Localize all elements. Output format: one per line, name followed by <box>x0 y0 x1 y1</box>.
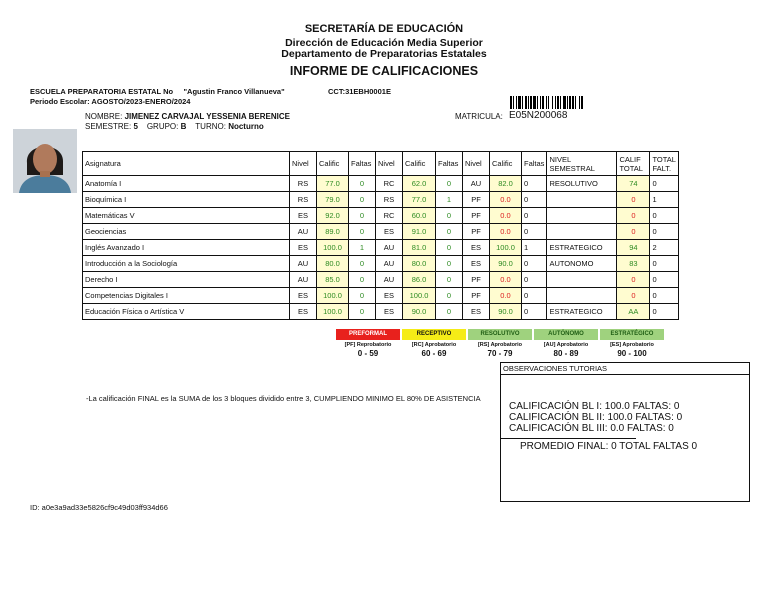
nivel-semestral-cell: ESTRATEGICO <box>547 304 617 320</box>
header-nivel-3: Nivel <box>463 152 490 176</box>
calific-3-cell: 0.0 <box>490 288 522 304</box>
nivel-1-cell: AU <box>290 224 317 240</box>
faltas-1-cell: 0 <box>349 208 376 224</box>
nivel-3-cell: PF <box>463 288 490 304</box>
grade-legend <box>336 329 666 358</box>
faltas-2-cell: 0 <box>436 304 463 320</box>
legend-range: 0 - 59 <box>357 349 379 358</box>
nivel-1-cell: AU <box>290 272 317 288</box>
school-period: Periodo Escolar: AGOSTO/2023-ENERO/2024 <box>30 97 191 106</box>
grading-note: -La calificación FINAL es la SUMA de los 3 bloques dividido entre 3, CUMPLIENDO MINIMO EL 80% DE ASISTENCIA <box>86 394 481 403</box>
subject-cell: Derecho I <box>83 272 290 288</box>
total-faltas-cell: 1 <box>650 192 678 208</box>
legend-range: 60 - 69 <box>421 349 447 358</box>
nivel-semestral-cell <box>547 224 617 240</box>
student-photo <box>13 129 77 193</box>
nivel-3-cell: AU <box>463 176 490 192</box>
header-departamento: Departamento de Preparatorias Estatales <box>281 48 487 60</box>
faltas-2-cell: 0 <box>436 256 463 272</box>
document-id: ID: a0e3a9ad33e5826cf9c49d03ff934d66 <box>30 503 168 512</box>
table-row <box>83 192 679 208</box>
total-faltas-cell: 0 <box>650 304 678 320</box>
total-faltas-cell: 2 <box>650 240 678 256</box>
faltas-3-cell: 0 <box>522 272 547 288</box>
header-direccion: Dirección de Educación Media Superior <box>285 37 483 49</box>
calific-1-cell: 100.0 <box>317 240 349 256</box>
nivel-2-cell: RS <box>376 192 403 208</box>
legend-description: [ES] Aprobatorio <box>610 342 654 348</box>
final-average: PROMEDIO FINAL: 0 TOTAL FALTAS 0 <box>520 441 698 452</box>
calific-2-cell: 80.0 <box>403 256 436 272</box>
nivel-1-cell: ES <box>290 240 317 256</box>
faltas-3-cell: 1 <box>522 240 547 256</box>
nivel-2-cell: AU <box>376 272 403 288</box>
faltas-2-cell: 0 <box>436 208 463 224</box>
calific-1-cell: 100.0 <box>317 288 349 304</box>
header-secretaria: SECRETARÍA DE EDUCACIÓN <box>304 23 464 35</box>
table-row <box>83 288 679 304</box>
calific-3-cell: 82.0 <box>490 176 522 192</box>
header-total-faltas-l2: FALT. <box>652 163 672 173</box>
header-calif-total-l2: TOTAL <box>619 163 643 173</box>
calific-1-cell: 100.0 <box>317 304 349 320</box>
calific-2-cell: 90.0 <box>403 304 436 320</box>
calif-total-cell: 0 <box>617 288 650 304</box>
nivel-3-cell: PF <box>463 224 490 240</box>
observations-title: OBSERVACIONES TUTORIAS <box>501 363 749 375</box>
semester-value: 5 <box>133 122 138 131</box>
block-3-summary: CALIFICACIÓN BL III: 0.0 FALTAS: 0 <box>509 423 674 434</box>
header-calific-3: Calific <box>490 152 522 176</box>
calific-2-cell: 81.0 <box>403 240 436 256</box>
nivel-2-cell: AU <box>376 256 403 272</box>
nivel-semestral-cell <box>547 288 617 304</box>
calific-2-cell: 100.0 <box>403 288 436 304</box>
calific-1-cell: 85.0 <box>317 272 349 288</box>
total-faltas-cell: 0 <box>650 272 678 288</box>
nivel-semestral-cell <box>547 272 617 288</box>
calific-2-cell: 77.0 <box>403 192 436 208</box>
calif-total-cell: 0 <box>617 272 650 288</box>
school-cct: CCT:31EBH0001E <box>328 87 391 96</box>
faltas-3-cell: 0 <box>522 192 547 208</box>
calific-3-cell: 90.0 <box>490 304 522 320</box>
legend-description: [RC] Aprobatorio <box>411 342 457 348</box>
faltas-3-cell: 0 <box>522 256 547 272</box>
faltas-1-cell: 0 <box>349 304 376 320</box>
subject-cell: Matemáticas V <box>83 208 290 224</box>
calific-2-cell: 91.0 <box>403 224 436 240</box>
faltas-1-cell: 0 <box>349 176 376 192</box>
legend-band: RESOLUTIVO <box>468 329 532 340</box>
nivel-2-cell: ES <box>376 224 403 240</box>
legend-description: [PF] Reprobatorio <box>344 342 392 348</box>
legend-item <box>468 329 532 358</box>
subject-cell: Introducción a la Sociología <box>83 256 290 272</box>
nivel-1-cell: RS <box>290 176 317 192</box>
calific-1-cell: 77.0 <box>317 176 349 192</box>
barcode <box>510 96 598 109</box>
legend-band: AUTÓNOMO <box>534 329 598 340</box>
calif-total-cell: 74 <box>617 176 650 192</box>
faltas-3-cell: 0 <box>522 224 547 240</box>
calific-3-cell: 0.0 <box>490 192 522 208</box>
calific-3-cell: 90.0 <box>490 256 522 272</box>
nivel-1-cell: RS <box>290 192 317 208</box>
header-calific-2: Calific <box>403 152 436 176</box>
total-faltas-cell: 0 <box>650 256 678 272</box>
total-faltas-cell: 0 <box>650 208 678 224</box>
faltas-3-cell: 0 <box>522 176 547 192</box>
nivel-3-cell: PF <box>463 272 490 288</box>
nivel-2-cell: AU <box>376 240 403 256</box>
nivel-3-cell: ES <box>463 256 490 272</box>
student-photo-image <box>13 129 77 193</box>
subject-cell: Competencias Digitales I <box>83 288 290 304</box>
calific-3-cell: 100.0 <box>490 240 522 256</box>
legend-range: 90 - 100 <box>617 349 647 358</box>
header-nivel-semestral-l2: SEMESTRAL <box>549 163 595 173</box>
legend-range: 70 - 79 <box>487 349 513 358</box>
calif-total-cell: 0 <box>617 208 650 224</box>
grades-table <box>82 151 679 320</box>
calific-1-cell: 92.0 <box>317 208 349 224</box>
name-label: NOMBRE: <box>85 112 123 121</box>
header-nivel-1: Nivel <box>290 152 317 176</box>
legend-band: ESTRATÉGICO <box>600 329 664 340</box>
calif-total-cell: 94 <box>617 240 650 256</box>
faltas-3-cell: 0 <box>522 288 547 304</box>
nivel-semestral-cell <box>547 192 617 208</box>
matricula-label: MATRICULA: <box>455 112 503 121</box>
nivel-2-cell: RC <box>376 176 403 192</box>
student-name: JIMENEZ CARVAJAL YESSENIA BERENICE <box>124 112 290 121</box>
calific-3-cell: 0.0 <box>490 208 522 224</box>
calif-total-cell: 0 <box>617 224 650 240</box>
table-header-row <box>83 152 679 176</box>
nivel-2-cell: ES <box>376 304 403 320</box>
faltas-3-cell: 0 <box>522 208 547 224</box>
calific-1-cell: 80.0 <box>317 256 349 272</box>
nivel-1-cell: ES <box>290 288 317 304</box>
calific-2-cell: 86.0 <box>403 272 436 288</box>
legend-item <box>534 329 598 358</box>
legend-description: [AU] Aprobatorio <box>543 342 589 348</box>
nivel-2-cell: RC <box>376 208 403 224</box>
header-nivel-2: Nivel <box>376 152 403 176</box>
school-name: ESCUELA PREPARATORIA ESTATAL No "Agustin Franco Villanueva" <box>30 87 285 96</box>
nivel-semestral-cell: RESOLUTIVO <box>547 176 617 192</box>
legend-item <box>402 329 466 358</box>
header-calif-total <box>617 152 650 176</box>
total-faltas-cell: 0 <box>650 224 678 240</box>
faltas-3-cell: 0 <box>522 304 547 320</box>
subject-cell: Bioquímica I <box>83 192 290 208</box>
faltas-2-cell: 0 <box>436 272 463 288</box>
shift-value: Nocturno <box>228 122 264 131</box>
faltas-1-cell: 0 <box>349 256 376 272</box>
nivel-3-cell: ES <box>463 304 490 320</box>
subject-cell: Inglés Avanzado I <box>83 240 290 256</box>
faltas-2-cell: 0 <box>436 288 463 304</box>
table-row <box>83 304 679 320</box>
calific-2-cell: 60.0 <box>403 208 436 224</box>
nivel-2-cell: ES <box>376 288 403 304</box>
observations-box <box>500 362 750 502</box>
group-label: GRUPO: <box>146 122 179 131</box>
calific-1-cell: 89.0 <box>317 224 349 240</box>
faltas-2-cell: 0 <box>436 176 463 192</box>
nivel-1-cell: AU <box>290 256 317 272</box>
faltas-2-cell: 0 <box>436 224 463 240</box>
header-calif-total-l1: CALIF <box>619 154 641 164</box>
legend-band: RECEPTIVO <box>402 329 466 340</box>
subject-cell: Anatomía I <box>83 176 290 192</box>
nivel-semestral-cell <box>547 208 617 224</box>
shift-label: TURNO: <box>195 122 226 131</box>
nivel-3-cell: PF <box>463 208 490 224</box>
matricula-value: E05N200068 <box>509 110 568 121</box>
total-faltas-cell: 0 <box>650 288 678 304</box>
header-nivel-semestral-l1: NIVEL <box>549 154 572 164</box>
legend-band: PREFORMAL <box>336 329 400 340</box>
student-info <box>85 112 290 132</box>
calif-total-cell: AA <box>617 304 650 320</box>
legend-description: [RS] Aprobatorio <box>477 342 523 348</box>
table-row <box>83 272 679 288</box>
report-title: INFORME DE CALIFICACIONES <box>289 64 479 78</box>
calif-total-cell: 83 <box>617 256 650 272</box>
header-calific-1: Calific <box>317 152 349 176</box>
header-total-faltas <box>650 152 678 176</box>
nivel-semestral-cell: AUTONOMO <box>547 256 617 272</box>
calific-3-cell: 0.0 <box>490 272 522 288</box>
block-1-summary: CALIFICACIÓN BL I: 100.0 FALTAS: 0 <box>509 401 680 412</box>
header-total-faltas-l1: TOTAL <box>652 154 676 164</box>
legend-item <box>600 329 664 358</box>
calific-3-cell: 0.0 <box>490 224 522 240</box>
table-row <box>83 240 679 256</box>
legend-range: 80 - 89 <box>553 349 579 358</box>
header-asignatura: Asignatura <box>83 152 290 176</box>
faltas-1-cell: 0 <box>349 272 376 288</box>
nivel-semestral-cell: ESTRATEGICO <box>547 240 617 256</box>
calific-1-cell: 79.0 <box>317 192 349 208</box>
header-faltas-1: Faltas <box>349 152 376 176</box>
header-nivel-semestral <box>547 152 617 176</box>
faltas-1-cell: 1 <box>349 240 376 256</box>
subject-cell: Geociencias <box>83 224 290 240</box>
faltas-1-cell: 0 <box>349 192 376 208</box>
header-faltas-2: Faltas <box>436 152 463 176</box>
subject-cell: Educación Física o Artística V <box>83 304 290 320</box>
calific-2-cell: 62.0 <box>403 176 436 192</box>
nivel-3-cell: ES <box>463 240 490 256</box>
faltas-1-cell: 0 <box>349 224 376 240</box>
group-value: B <box>180 122 187 131</box>
faltas-1-cell: 0 <box>349 288 376 304</box>
calif-total-cell: 0 <box>617 192 650 208</box>
table-row <box>83 224 679 240</box>
faltas-2-cell: 1 <box>436 192 463 208</box>
faltas-2-cell: 0 <box>436 240 463 256</box>
header-faltas-3: Faltas <box>522 152 547 176</box>
total-faltas-cell: 0 <box>650 176 678 192</box>
nivel-3-cell: PF <box>463 192 490 208</box>
table-row <box>83 208 679 224</box>
semester-label: SEMESTRE: <box>85 122 132 131</box>
table-row <box>83 176 679 192</box>
average-divider <box>501 438 636 439</box>
block-2-summary: CALIFICACIÓN BL II: 100.0 FALTAS: 0 <box>509 412 683 423</box>
nivel-1-cell: ES <box>290 208 317 224</box>
table-row <box>83 256 679 272</box>
nivel-1-cell: ES <box>290 304 317 320</box>
legend-item <box>336 329 400 358</box>
